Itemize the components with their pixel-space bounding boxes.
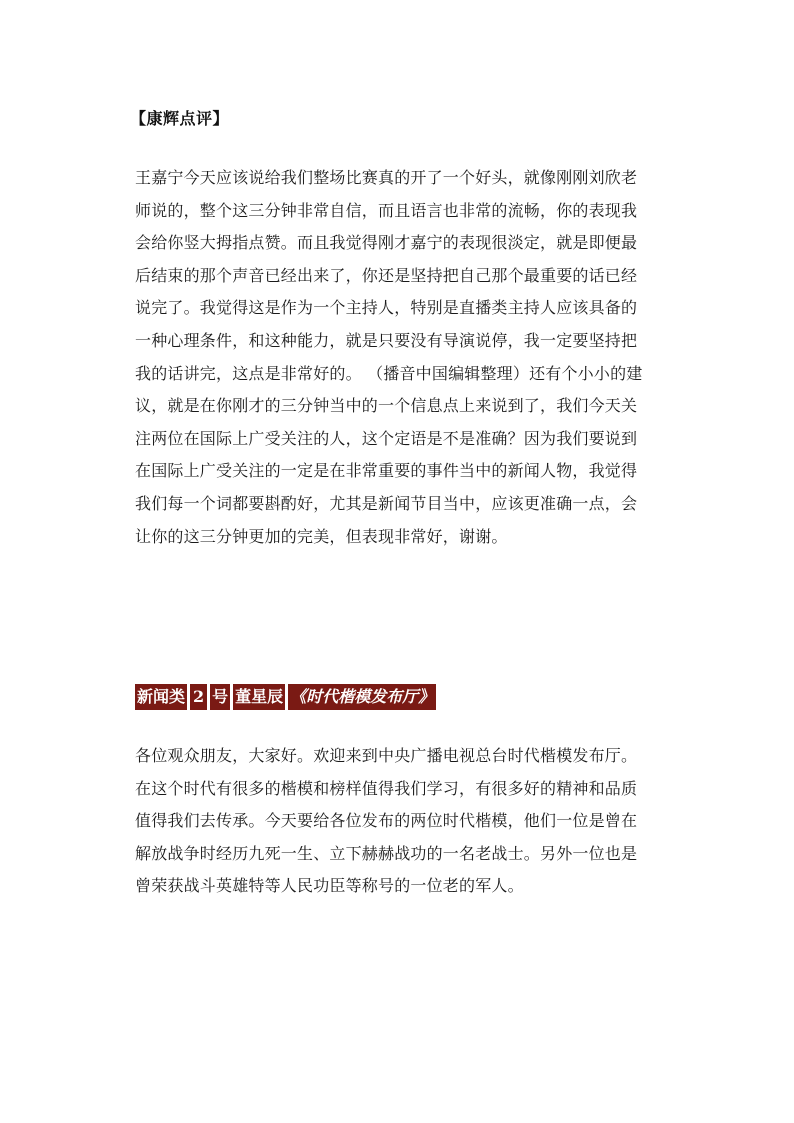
review-heading: 【康辉点评】: [130, 109, 230, 128]
review-line: 在国际上广受关注的一定是在非常重要的事件当中的新闻人物，我觉得: [135, 461, 638, 481]
speech-line: 各位观众朋友，大家好。欢迎来到中央广播电视总台时代楷模发布厅。: [135, 746, 638, 765]
contestant-heading: [135, 684, 436, 710]
heading-program-title: 《时代楷模发布厅》: [288, 684, 436, 710]
review-line: 注两位在国际上广受关注的人，这个定语是不是准确？因为我们要说到: [135, 428, 638, 448]
speech-paragraph: [135, 740, 665, 903]
speech-line: 值得我们去传承。今天要给各位发布的两位时代楷模，他们一位是曾在: [135, 811, 638, 831]
speech-line: 在这个时代有很多的楷模和榜样值得我们学习，有很多好的精神和品质: [135, 778, 638, 798]
review-line: 说完了。我觉得这是作为一个主持人，特别是直播类主持人应该具备的: [135, 298, 638, 318]
speech-line: 曾荣获战斗英雄特等人民功臣等称号的一位老的军人。: [135, 876, 524, 896]
review-paragraph: [135, 162, 665, 553]
heading-number-suffix: 号: [210, 684, 230, 710]
review-line: 一种心理条件，和这种能力，就是只要没有导演说停，我一定要坚持把: [135, 330, 638, 350]
heading-number: 2: [190, 684, 207, 710]
review-line: 我们每一个词都要斟酌好，尤其是新闻节目当中，应该更准确一点，会: [135, 493, 638, 513]
review-line: 师说的，整个这三分钟非常自信，而且语言也非常的流畅，你的表现我: [135, 200, 638, 220]
review-line: 让你的这三分钟更加的完美，但表现非常好，谢谢。: [135, 526, 508, 546]
review-line: 后结束的那个声音已经出来了，你还是坚持把自己那个最重要的话已经: [135, 265, 638, 285]
review-line: 王嘉宁今天应该说给我们整场比赛真的开了一个好头，就像刚刚刘欣老: [135, 168, 638, 187]
heading-category: 新闻类: [135, 684, 187, 710]
review-line: 议，就是在你刚才的三分钟当中的一个信息点上来说到了，我们今天关: [135, 396, 638, 416]
review-line: 我的话讲完，这点是非常好的。 （播音中国编辑整理）还有个小小的建: [135, 363, 643, 383]
speech-line: 解放战争时经历九死一生、立下赫赫战功的一名老战士。另外一位也是: [135, 843, 638, 863]
heading-contestant-name: 董星辰: [233, 684, 285, 710]
review-line: 会给你竖大拇指点赞。而且我觉得刚才嘉宁的表现很淡定，就是即便最: [135, 233, 638, 253]
